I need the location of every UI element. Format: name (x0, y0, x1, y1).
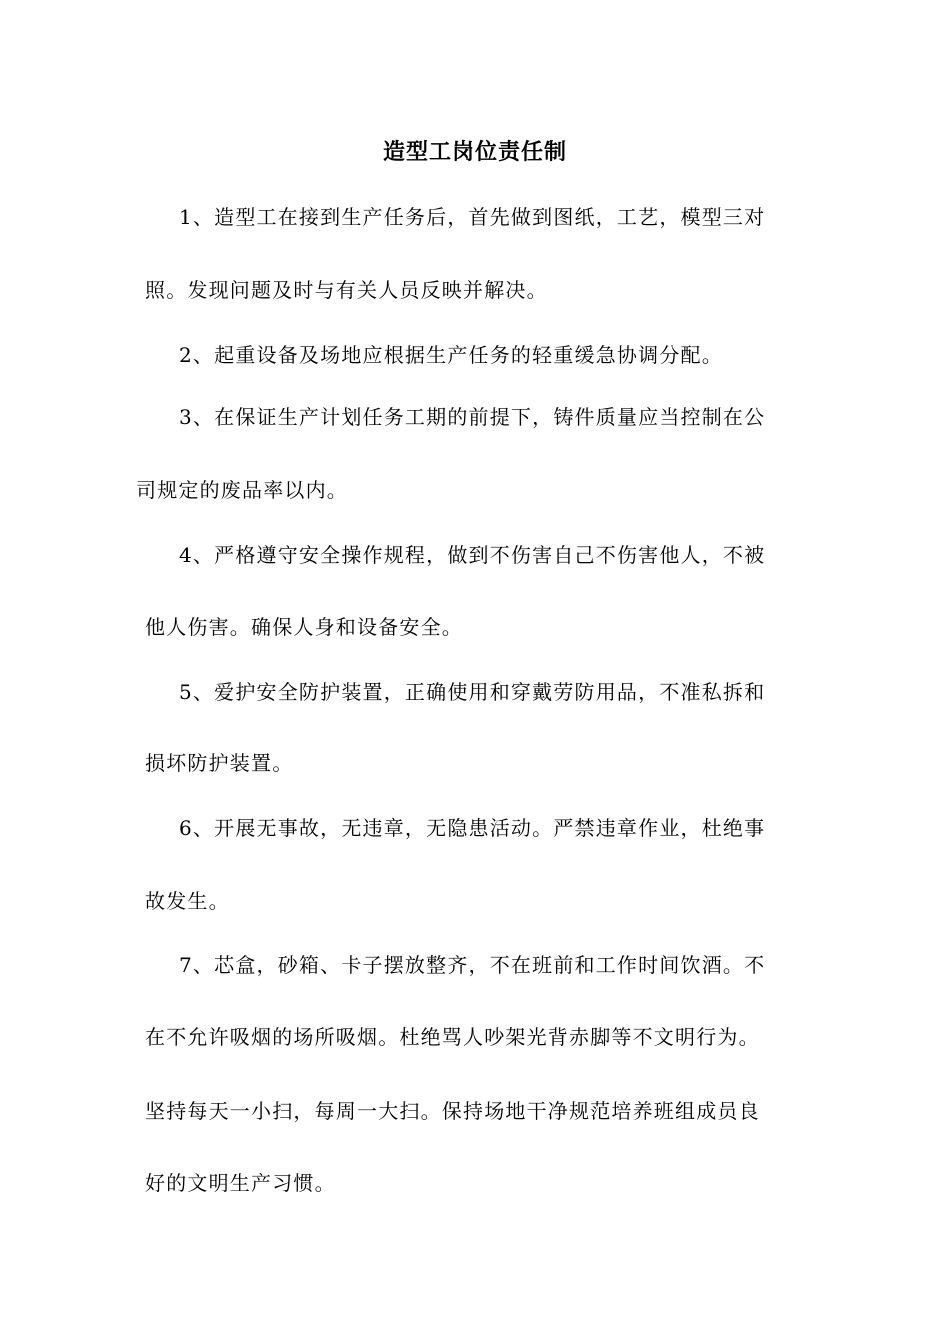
paragraph-line: 司规定的废品率以内。 (136, 478, 348, 502)
paragraph-line: 5、爱护安全防护装置，正确使用和穿戴劳防用品，不准私拆和 (179, 680, 766, 704)
paragraph-line: 4、严格遵守安全操作规程，做到不伤害自己不伤害他人，不被 (179, 543, 766, 567)
paragraph-line: 2、起重设备及场地应根据生产任务的轻重缓急协调分配。 (179, 343, 723, 367)
paragraph-line: 1、造型工在接到生产任务后，首先做到图纸，工艺，模型三对 (179, 205, 766, 229)
paragraph-line: 在不允许吸烟的场所吸烟。杜绝骂人吵架光背赤脚等不文明行为。 (145, 1025, 760, 1049)
paragraph-line: 损坏防护装置。 (145, 751, 294, 775)
paragraph-line: 他人伤害。确保人身和设备安全。 (145, 615, 463, 639)
paragraph-line: 故发生。 (145, 889, 230, 913)
paragraph-line: 7、芯盒，砂箱、卡子摆放整齐，不在班前和工作时间饮酒。不 (179, 953, 766, 977)
paragraph-line: 坚持每天一小扫，每周一大扫。保持场地干净规范培养班组成员良 (145, 1099, 760, 1123)
paragraph-line: 3、在保证生产计划任务工期的前提下，铸件质量应当控制在公 (179, 405, 766, 429)
paragraph-line: 好的文明生产习惯。 (145, 1171, 336, 1195)
paragraph-line: 6、开展无事故，无违章，无隐患活动。严禁违章作业，杜绝事 (179, 816, 766, 840)
paragraph-line: 照。发现问题及时与有关人员反映并解决。 (145, 278, 548, 302)
document-title: 造型工岗位责任制 (382, 139, 567, 165)
